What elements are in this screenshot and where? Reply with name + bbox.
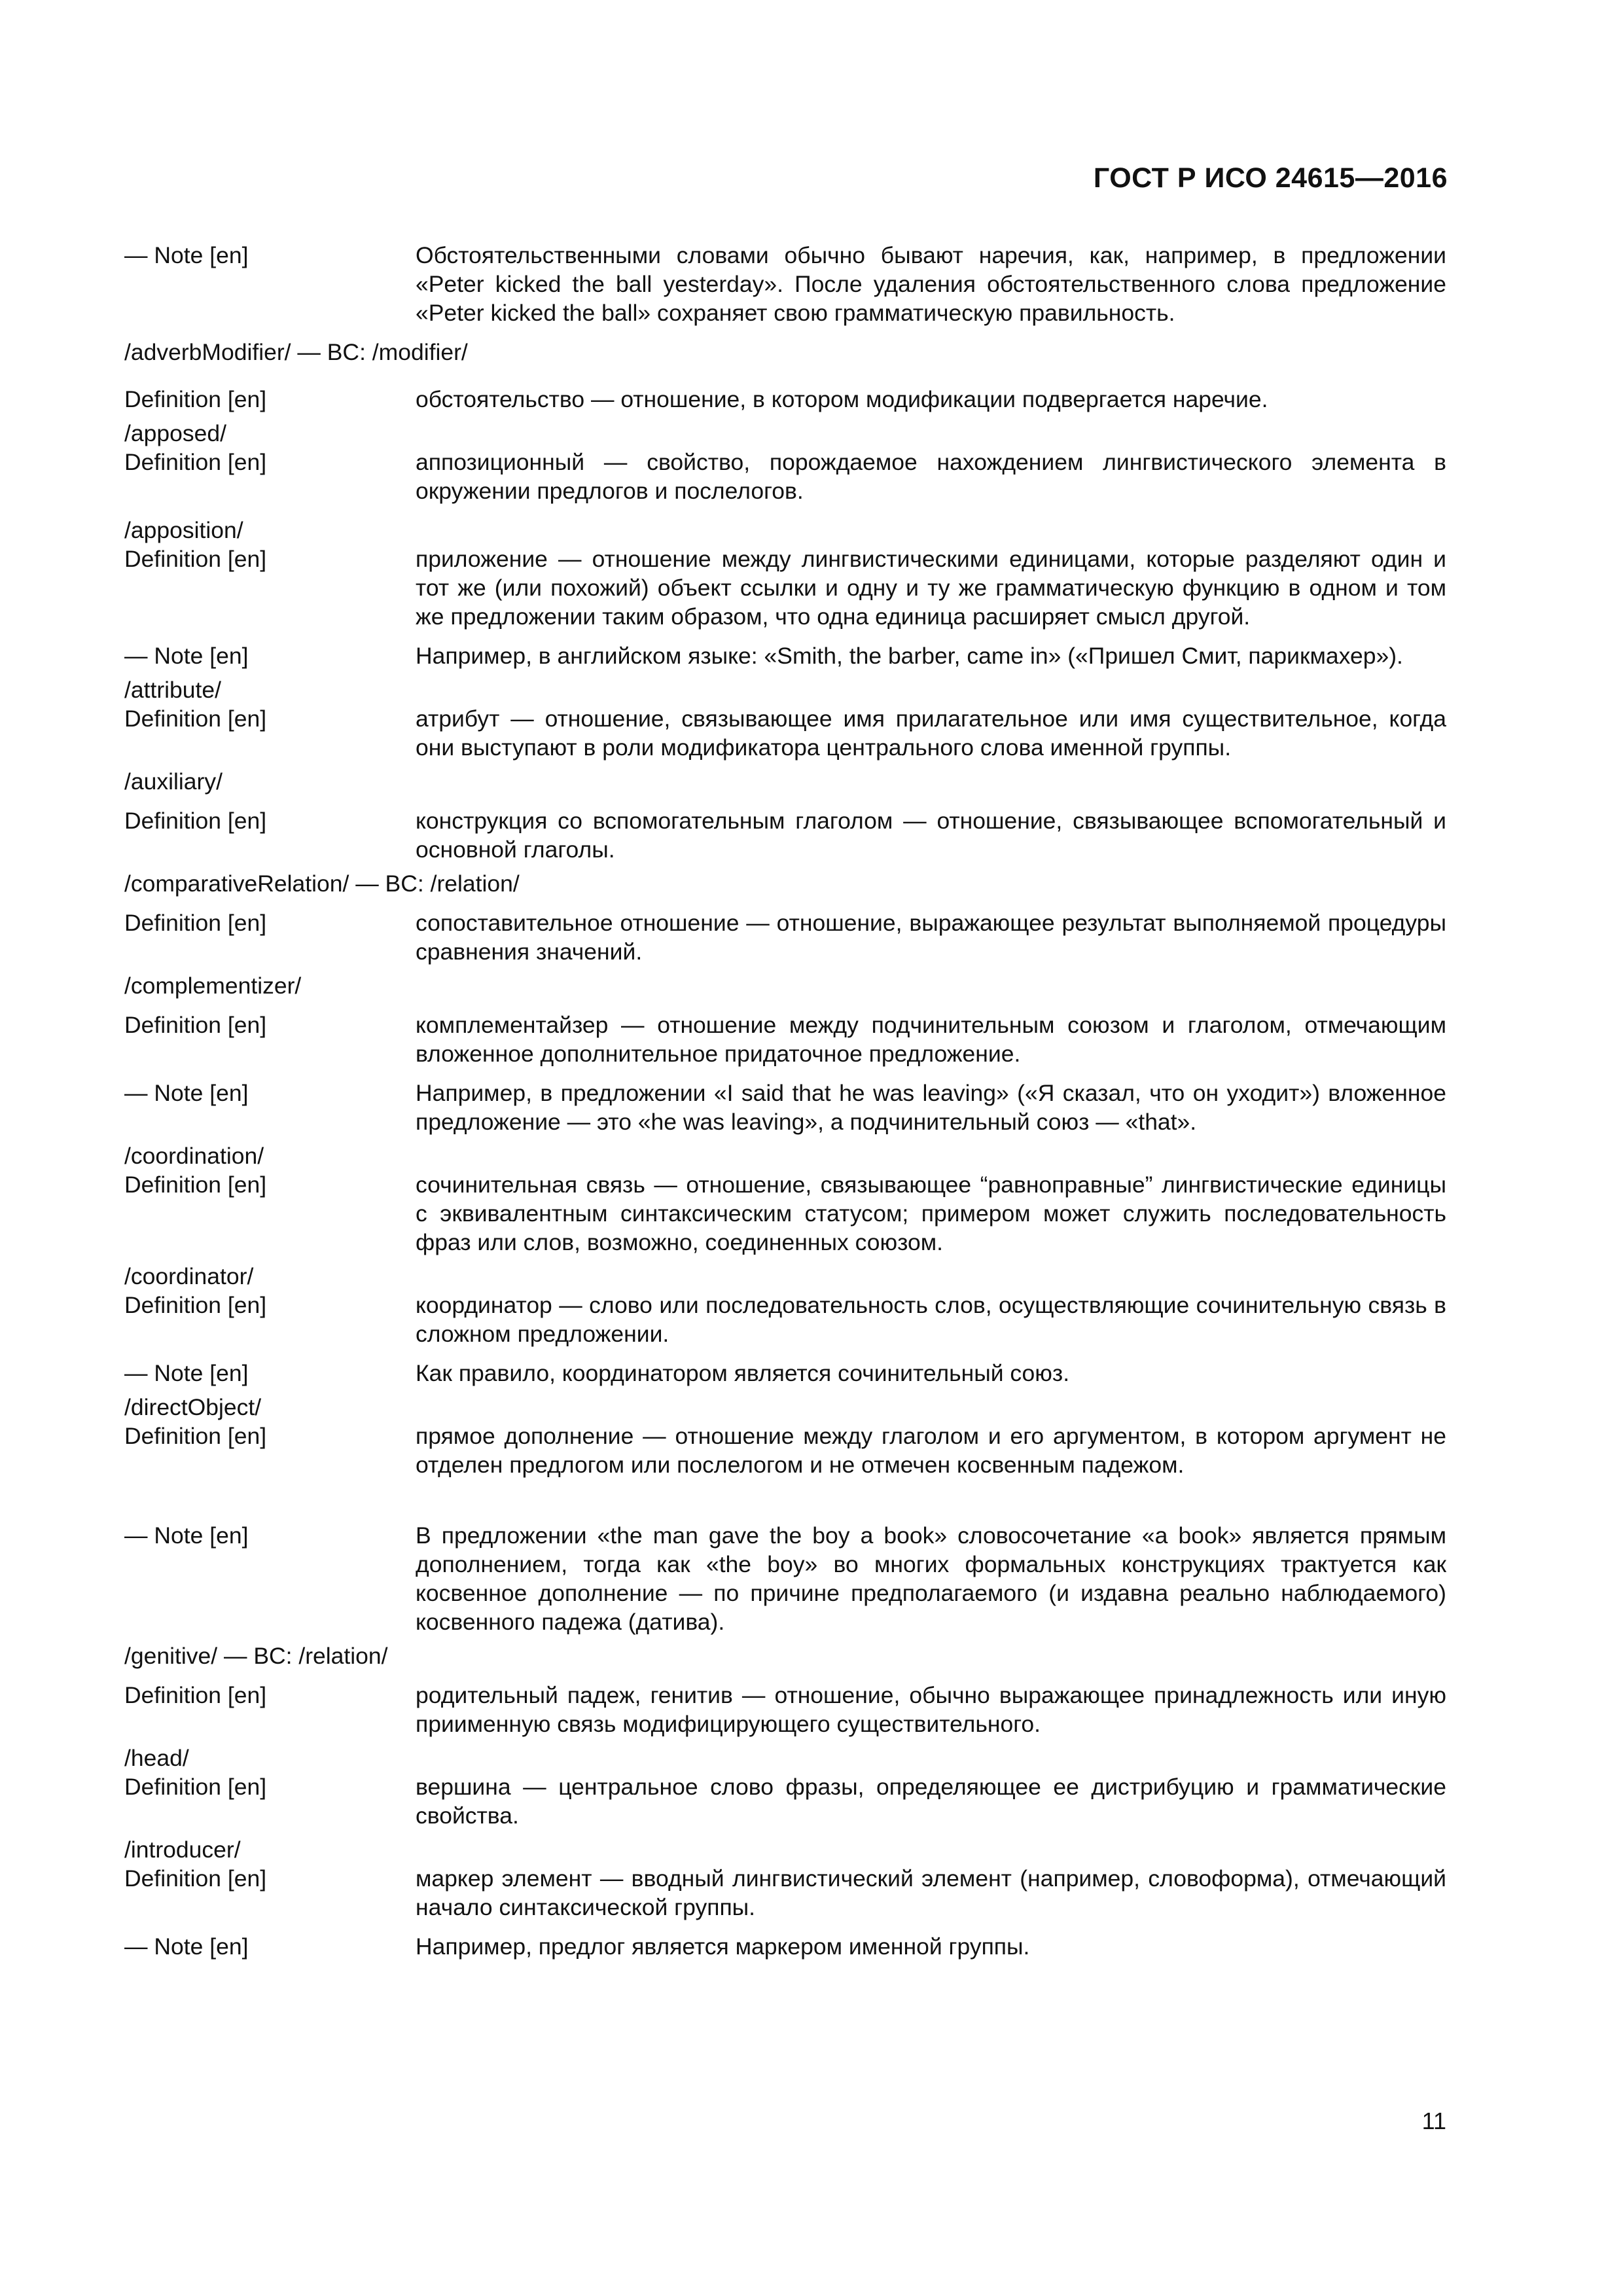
definition-text: координатор — слово или последовательность слов, осуществляющие сочинительную связь в сложном предложении. [416, 1292, 1446, 1347]
definition-entry [124, 448, 1446, 505]
definition-entry [124, 908, 1446, 966]
definition-label: Definition [en] [124, 706, 267, 732]
definition-entry [124, 1772, 1446, 1830]
definition-label: Definition [en] [124, 449, 267, 475]
definition-text: обстоятельство — отношение, в котором модификации подвергается наречие. [416, 386, 1268, 412]
term-complementizer: /complementizer/ [124, 973, 302, 999]
term-introducer: /introducer/ [124, 1837, 241, 1863]
definition-text: конструкция со вспомогательным глаголом — отношение, связывающее вспомогательный и основной глаголы. [416, 808, 1446, 863]
note-label: — Note [en] [124, 1360, 249, 1386]
definition-label: Definition [en] [124, 1423, 267, 1449]
note-entry [124, 241, 1446, 327]
definition-text: сопоставительное отношение — отношение, выражающее результат выполняемой процедуры сравнения значений. [416, 910, 1446, 965]
definition-label: Definition [en] [124, 1292, 267, 1318]
definition-label: Definition [en] [124, 808, 267, 834]
definition-entry [124, 1864, 1446, 1922]
note-text: В предложении «the man gave the boy a book» словосочетание «a book» является прямым дополнением, тогда как «the boy» во многих формальных конструкциях трактуется как косвенное дополнение — по причине предполагаемого (и издавна реально наблюдаемого) косвенного падежа (датива). [416, 1522, 1446, 1635]
definition-text: маркер элемент — вводный лингвистический элемент (например, словоформа), отмечающий начало синтаксической группы. [416, 1865, 1446, 1920]
definition-entry [124, 1681, 1446, 1738]
definition-entry [124, 704, 1446, 762]
definition-entry [124, 545, 1446, 631]
term-head: /head/ [124, 1745, 189, 1771]
note-entry [124, 1079, 1446, 1136]
note-entry [124, 641, 1446, 670]
definition-label: Definition [en] [124, 1012, 267, 1038]
term-directObject: /directObject/ [124, 1394, 262, 1420]
definition-label: Definition [en] [124, 1682, 267, 1708]
definition-label: Definition [en] [124, 386, 267, 412]
term-genitive: /genitive/ — BC: /relation/ [124, 1643, 388, 1669]
term-coordination: /coordination/ [124, 1143, 264, 1169]
term-adverbModifier: /adverbModifier/ — BC: /modifier/ [124, 339, 468, 365]
note-label: — Note [en] [124, 643, 249, 669]
term-auxiliary: /auxiliary/ [124, 768, 223, 795]
definition-text: атрибут — отношение, связывающее имя прилагательное или имя существительное, когда они выступают в роли модификатора центрального слова именной группы. [416, 706, 1446, 761]
note-text: Обстоятельственными словами обычно бывают наречия, как, например, в предложении «Peter kicked the ball yesterday». После удаления обстоятельственного слова предложение «Peter kicked the ball» сохраняет свою грамматическую правильность. [416, 242, 1446, 326]
note-label: — Note [en] [124, 1933, 249, 1960]
note-label: — Note [en] [124, 1522, 249, 1549]
definition-label: Definition [en] [124, 910, 267, 936]
definition-text: сочинительная связь — отношение, связывающее “равноправные” лингвистические единицы с эквивалентным синтаксическим статусом; примером может служить последовательность фраз или слов, возможно, соединенных союзом. [416, 1172, 1446, 1255]
definition-label: Definition [en] [124, 546, 267, 572]
definition-label: Definition [en] [124, 1865, 267, 1892]
definition-entry [124, 1291, 1446, 1348]
note-entry [124, 1521, 1446, 1636]
note-text: Например, в предложении «I said that he was leaving» («Я сказал, что он уходит») вложенное предложение — это «he was leaving», а подчинительный союз — «that». [416, 1080, 1446, 1135]
definition-entry [124, 385, 1446, 414]
definition-label: Definition [en] [124, 1774, 267, 1800]
term-apposed: /apposed/ [124, 420, 226, 446]
note-entry [124, 1932, 1446, 1961]
document-code-header: ГОСТ Р ИСО 24615—2016 [1093, 162, 1448, 194]
definition-text: приложение — отношение между лингвистическими единицами, которые разделяют один и тот же (или похожий) объект ссылки и одну и ту же грамматическую функцию в одном и том же предложении таким образом, что одна единица расширяет смысл другой. [416, 546, 1446, 630]
term-coordinator: /coordinator/ [124, 1263, 254, 1289]
definition-text: вершина — центральное слово фразы, определяющее ее дистрибуцию и грамматические свойства. [416, 1774, 1446, 1829]
term-comparativeRelation: /comparativeRelation/ — BC: /relation/ [124, 870, 520, 897]
definition-text: аппозиционный — свойство, порождаемое нахождением лингвистического элемента в окружении предлогов и послелогов. [416, 449, 1446, 504]
note-label: — Note [en] [124, 1080, 249, 1106]
definition-text: прямое дополнение — отношение между глаголом и его аргументом, в котором аргумент не отделен предлогом или послелогом и не отмечен косвенным падежом. [416, 1423, 1446, 1478]
definition-entry [124, 806, 1446, 864]
note-entry [124, 1359, 1446, 1388]
definition-text: родительный падеж, генитив — отношение, обычно выражающее принадлежность или иную приименную связь модифицирующего существительного. [416, 1682, 1446, 1737]
definition-entry [124, 1422, 1446, 1479]
definition-label: Definition [en] [124, 1172, 267, 1198]
term-apposition: /apposition/ [124, 517, 243, 543]
page-number: 11 [1421, 2108, 1446, 2134]
definition-text: комплементайзер — отношение между подчинительным союзом и глаголом, отмечающим вложенное дополнительное придаточное предложение. [416, 1012, 1446, 1067]
note-text: Например, в английском языке: «Smith, the barber, came in» («Пришел Смит, парикмахер»). [416, 643, 1403, 669]
note-text: Например, предлог является маркером именной группы. [416, 1933, 1030, 1960]
definition-entry [124, 1011, 1446, 1068]
definition-entry [124, 1170, 1446, 1257]
note-label: — Note [en] [124, 242, 249, 268]
note-text: Как правило, координатором является сочинительный союз. [416, 1360, 1070, 1386]
term-attribute: /attribute/ [124, 677, 221, 703]
terms-list [124, 241, 1446, 1961]
